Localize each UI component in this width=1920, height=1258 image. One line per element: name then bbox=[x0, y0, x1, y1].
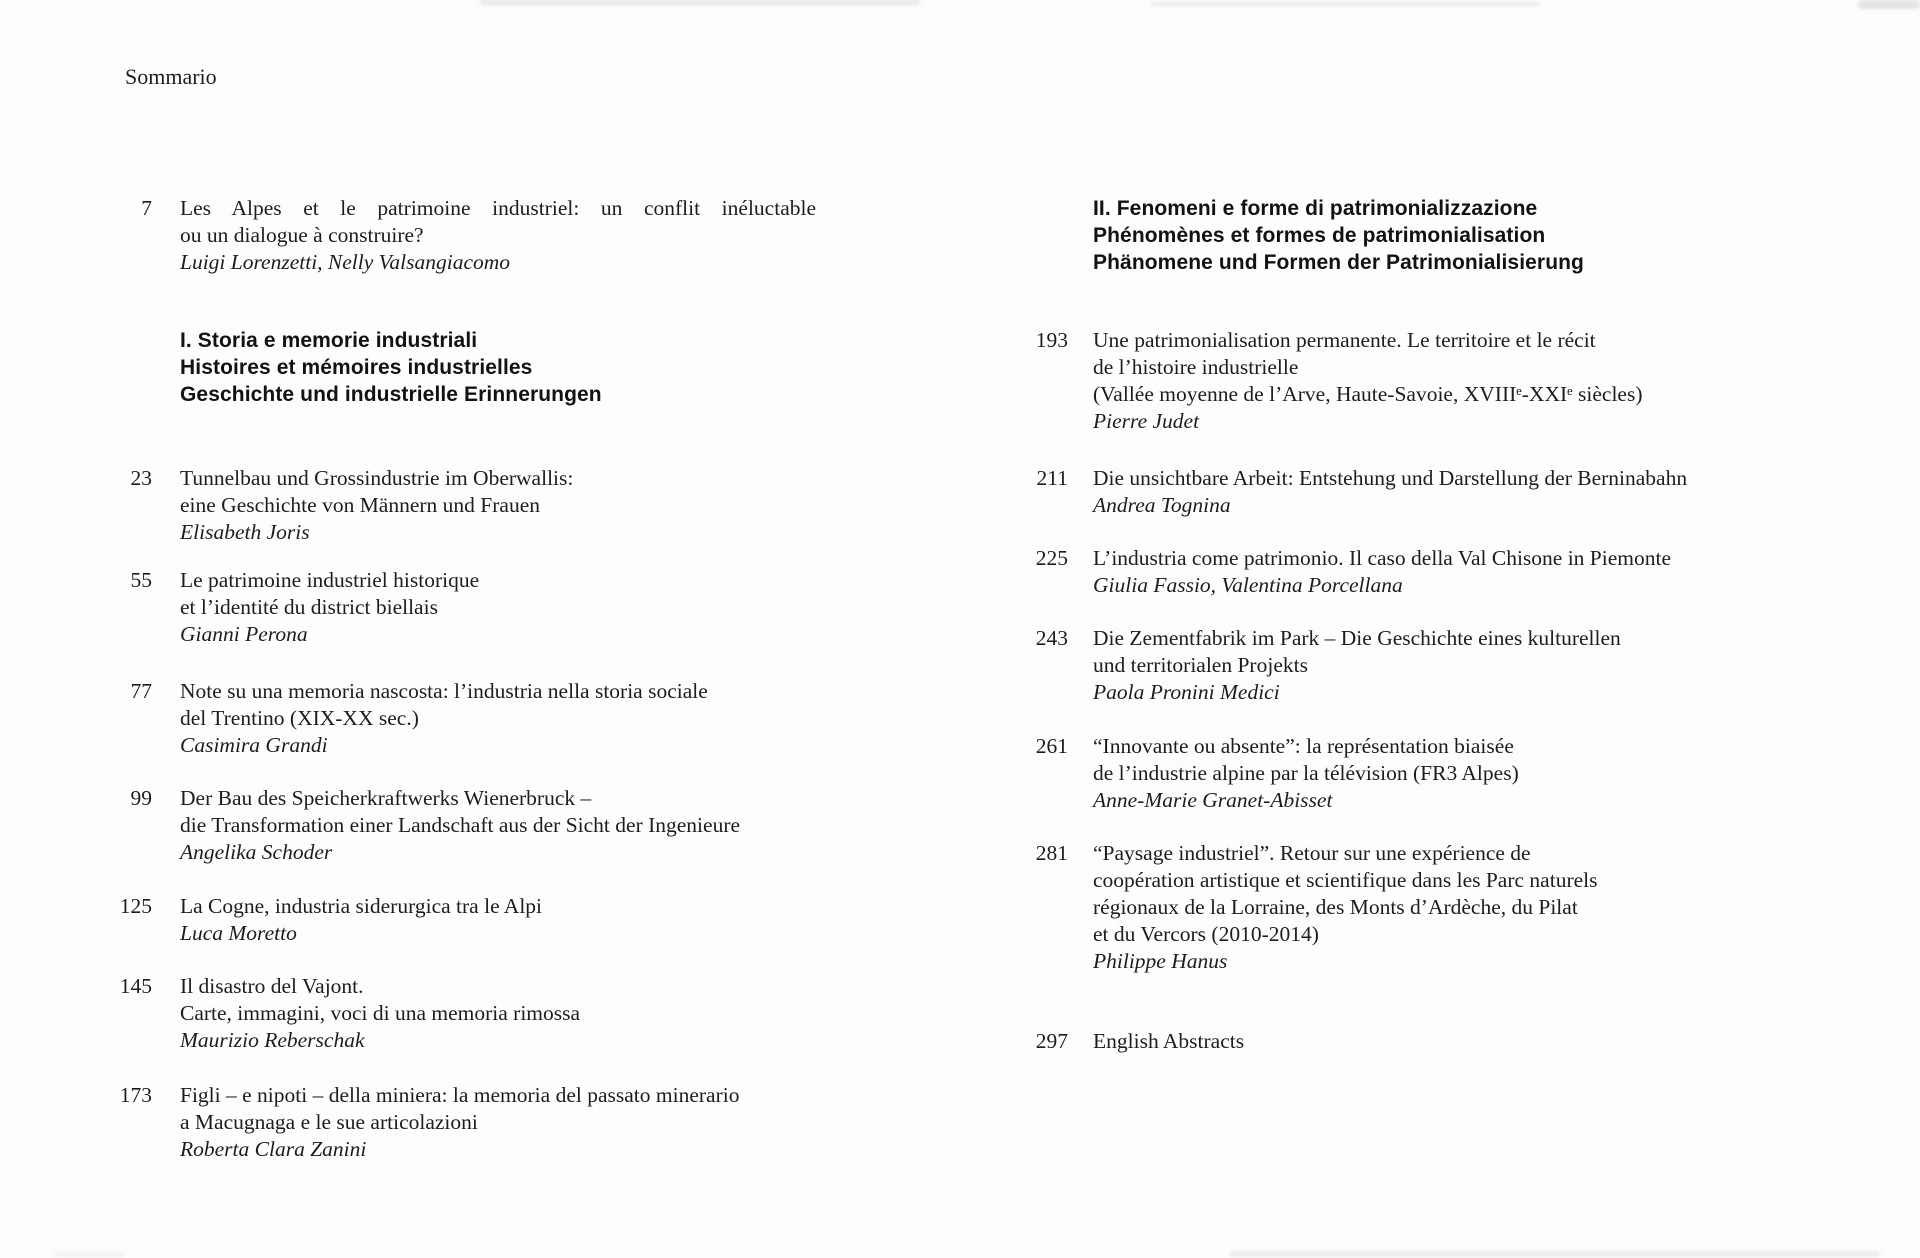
entry-title-line: English Abstracts bbox=[1093, 1029, 1245, 1053]
entry-title-line: L’industria come patrimonio. Il caso della Val Chisone in Piemonte bbox=[1093, 546, 1672, 570]
entry-authors: Giulia Fassio, Valentina Porcellana bbox=[1093, 573, 1403, 597]
page-number: 173 bbox=[119, 1083, 152, 1107]
entry-title-line: (Vallée moyenne de l’Arve, Haute-Savoie, XVIIIᵉ-XXIᵉ siècles) bbox=[1093, 382, 1643, 406]
entry-authors: Elisabeth Joris bbox=[180, 520, 310, 544]
entry-body bbox=[180, 893, 870, 947]
entry-authors: Philippe Hanus bbox=[1093, 949, 1228, 973]
entry-title-line: La Cogne, industria siderurgica tra le Alpi bbox=[180, 894, 543, 918]
entry-title-line: de l’histoire industrielle bbox=[1093, 355, 1299, 379]
entry-body bbox=[180, 195, 870, 276]
page-number: 77 bbox=[130, 679, 152, 703]
entry-title-line: coopération artistique et scientifique dans les Parc naturels bbox=[1093, 868, 1598, 892]
page-number: 211 bbox=[1036, 466, 1068, 490]
entry-authors: Andrea Tognina bbox=[1093, 493, 1231, 517]
entry-title-line: Les Alpes et le patrimoine industriel: un conflit inéluctable bbox=[180, 196, 816, 220]
entry-body bbox=[1093, 465, 1843, 519]
scan-artifact bbox=[1230, 1251, 1880, 1257]
section-heading-body bbox=[1093, 195, 1843, 276]
entry-title-line: et l’identité du district biellais bbox=[180, 595, 438, 619]
page-number: 125 bbox=[119, 894, 152, 918]
entry-body bbox=[1093, 1028, 1843, 1055]
entry-body bbox=[180, 785, 870, 866]
entry-authors: Anne-Marie Granet-Abisset bbox=[1093, 788, 1333, 812]
scan-artifact bbox=[1858, 0, 1920, 9]
entry-title-line: eine Geschichte von Männern und Frauen bbox=[180, 493, 541, 517]
entry-title-line: et du Vercors (2010-2014) bbox=[1093, 922, 1319, 946]
entry-authors: Gianni Perona bbox=[180, 622, 308, 646]
entry-body bbox=[1093, 733, 1843, 814]
section-heading-line: Geschichte und industrielle Erinnerungen bbox=[180, 383, 602, 406]
entry-authors: Paola Pronini Medici bbox=[1093, 680, 1280, 704]
page-number: 225 bbox=[1035, 546, 1068, 570]
section-heading-line: Phénomènes et formes de patrimonialisation bbox=[1093, 224, 1546, 247]
entry-title-line: Le patrimoine industriel historique bbox=[180, 568, 480, 592]
scan-artifact bbox=[55, 1252, 125, 1257]
scan-artifact bbox=[1150, 1, 1540, 7]
entry-authors: Luca Moretto bbox=[180, 921, 297, 945]
page-number: 99 bbox=[130, 786, 152, 810]
entry-body bbox=[1093, 327, 1843, 435]
page-number: 7 bbox=[141, 196, 152, 220]
entry-authors: Angelika Schoder bbox=[180, 840, 333, 864]
entry-title-line: Die unsichtbare Arbeit: Entstehung und Darstellung der Berninabahn bbox=[1093, 466, 1688, 490]
entry-authors: Luigi Lorenzetti, Nelly Valsangiacomo bbox=[180, 250, 511, 274]
entry-body bbox=[1093, 545, 1843, 599]
entry-authors: Pierre Judet bbox=[1093, 409, 1200, 433]
page-number: 243 bbox=[1035, 626, 1068, 650]
entry-body bbox=[1093, 625, 1843, 706]
page-title: Sommario bbox=[125, 64, 217, 89]
entry-title-line: “Innovante ou absente”: la représentation biaisée bbox=[1093, 734, 1514, 758]
section-heading-line: Histoires et mémoires industrielles bbox=[180, 356, 533, 379]
entry-title-line: ou un dialogue à construire? bbox=[180, 223, 424, 247]
section-heading-line: I. Storia e memorie industriali bbox=[180, 329, 478, 352]
entry-body bbox=[180, 973, 870, 1054]
section-heading-line: II. Fenomeni e forme di patrimonializzazione bbox=[1093, 197, 1538, 220]
entry-title-line: “Paysage industriel”. Retour sur une expérience de bbox=[1093, 841, 1531, 865]
entry-authors: Casimira Grandi bbox=[180, 733, 328, 757]
entry-title-line: Figli – e nipoti – della miniera: la memoria del passato minerario bbox=[180, 1083, 740, 1107]
page-number: 281 bbox=[1035, 841, 1068, 865]
entry-title-line: und territorialen Projekts bbox=[1093, 653, 1308, 677]
entry-title-line: del Trentino (XIX-XX sec.) bbox=[180, 706, 419, 730]
entry-title-line: Carte, immagini, voci di una memoria rimossa bbox=[180, 1001, 581, 1025]
entry-title-line: Note su una memoria nascosta: l’industria nella storia sociale bbox=[180, 679, 708, 703]
entry-body bbox=[1093, 840, 1843, 975]
entry-body bbox=[180, 567, 870, 648]
entry-authors: Roberta Clara Zanini bbox=[180, 1137, 367, 1161]
section-heading-body bbox=[180, 327, 870, 408]
entry-authors: Maurizio Reberschak bbox=[180, 1028, 365, 1052]
entry-title-line: Tunnelbau und Grossindustrie im Oberwallis: bbox=[180, 466, 574, 490]
page-number: 145 bbox=[119, 974, 152, 998]
scan-artifact bbox=[480, 0, 920, 5]
entry-title-line: de l’industrie alpine par la télévision (FR3 Alpes) bbox=[1093, 761, 1519, 785]
page-number: 297 bbox=[1035, 1029, 1068, 1053]
entry-body bbox=[180, 1082, 870, 1163]
entry-title-line: Une patrimonialisation permanente. Le territoire et le récit bbox=[1093, 328, 1596, 352]
entry-title-line: die Transformation einer Landschaft aus der Sicht der Ingenieure bbox=[180, 813, 741, 837]
entry-title-line: Der Bau des Speicherkraftwerks Wienerbruck – bbox=[180, 786, 592, 810]
entry-title-line: régionaux de la Lorraine, des Monts d’Ardèche, du Pilat bbox=[1093, 895, 1578, 919]
entry-body bbox=[180, 678, 870, 759]
entry-body bbox=[180, 465, 870, 546]
page-number: 261 bbox=[1035, 734, 1068, 758]
section-heading-line: Phänomene und Formen der Patrimonialisierung bbox=[1093, 251, 1584, 274]
entry-title-line: Die Zementfabrik im Park – Die Geschichte eines kulturellen bbox=[1093, 626, 1621, 650]
page-number: 55 bbox=[130, 568, 152, 592]
page-number: 193 bbox=[1035, 328, 1068, 352]
page-number: 23 bbox=[130, 466, 152, 490]
entry-title-line: Il disastro del Vajont. bbox=[180, 974, 364, 998]
entry-title-line: a Macugnaga e le sue articolazioni bbox=[180, 1110, 478, 1134]
